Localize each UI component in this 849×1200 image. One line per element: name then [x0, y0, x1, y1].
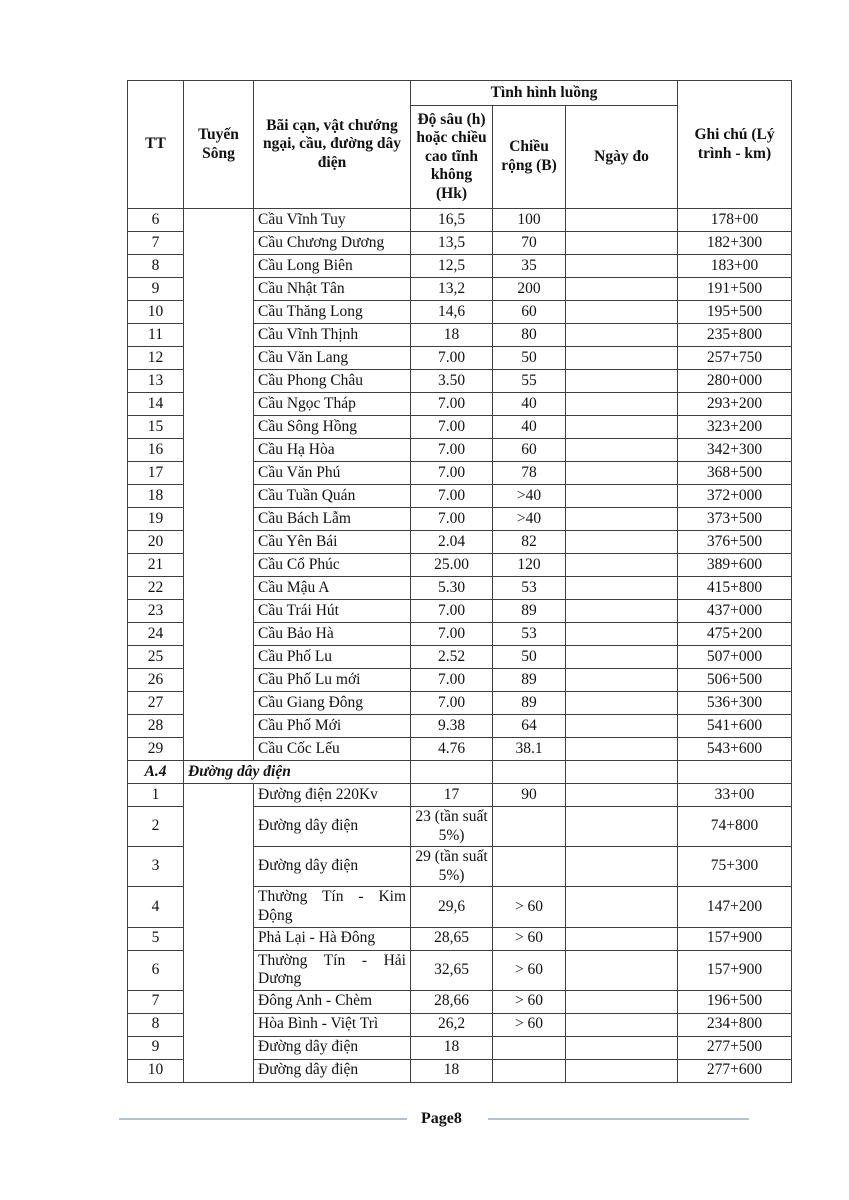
width-cell: > 60	[493, 950, 566, 990]
width-cell: > 60	[493, 887, 566, 927]
date-cell	[566, 531, 678, 554]
date-cell	[566, 715, 678, 738]
depth-cell: 5.30	[411, 577, 493, 600]
section-number-cell: A.4	[128, 761, 184, 784]
width-cell: 60	[493, 301, 566, 324]
note-cell: 147+200	[678, 887, 792, 927]
header-tuyen-song: Tuyến Sông	[184, 81, 254, 209]
row-number-cell: 18	[128, 485, 184, 508]
obstacle-name-cell: Cầu Yên Bái	[254, 531, 411, 554]
note-cell: 293+200	[678, 393, 792, 416]
note-cell: 157+900	[678, 927, 792, 950]
width-cell: 64	[493, 715, 566, 738]
width-cell: 78	[493, 462, 566, 485]
note-cell: 178+00	[678, 209, 792, 232]
tuyen-song-merged-cell	[184, 209, 254, 761]
depth-cell	[411, 761, 493, 784]
row-number-cell: 29	[128, 738, 184, 761]
note-cell: 191+500	[678, 278, 792, 301]
row-number-cell: 27	[128, 692, 184, 715]
row-number-cell: 15	[128, 416, 184, 439]
row-number-cell: 3	[128, 847, 184, 887]
obstacle-name-cell: Đường dây điện	[254, 1059, 411, 1082]
row-number-cell: 25	[128, 646, 184, 669]
obstacle-name-cell: Cầu Ngọc Tháp	[254, 393, 411, 416]
width-cell: 50	[493, 347, 566, 370]
depth-cell: 7.00	[411, 600, 493, 623]
row-number-cell: 12	[128, 347, 184, 370]
row-number-cell: 26	[128, 669, 184, 692]
date-cell	[566, 807, 678, 847]
date-cell	[566, 784, 678, 807]
note-cell: 183+00	[678, 255, 792, 278]
date-cell	[566, 927, 678, 950]
depth-cell: 23 (tần suất 5%)	[411, 807, 493, 847]
width-cell: 53	[493, 623, 566, 646]
row-number-cell: 2	[128, 807, 184, 847]
obstacle-name-cell: Cầu Sông Hồng	[254, 416, 411, 439]
row-number-cell: 24	[128, 623, 184, 646]
note-cell: 507+000	[678, 646, 792, 669]
depth-cell: 29 (tần suất 5%)	[411, 847, 493, 887]
note-cell: 389+600	[678, 554, 792, 577]
obstacle-name-cell: Đông Anh - Chèm	[254, 990, 411, 1013]
date-cell	[566, 1036, 678, 1059]
footer-rule-left	[119, 1118, 407, 1120]
depth-cell: 32,65	[411, 950, 493, 990]
row-number-cell: 10	[128, 1059, 184, 1082]
note-cell: 75+300	[678, 847, 792, 887]
width-cell: 50	[493, 646, 566, 669]
date-cell	[566, 950, 678, 990]
note-cell: 541+600	[678, 715, 792, 738]
row-number-cell: 22	[128, 577, 184, 600]
tuyen-song-merged-cell	[184, 784, 254, 1083]
header-chieu-rong: Chiều rộng (B)	[493, 106, 566, 209]
depth-cell: 28,65	[411, 927, 493, 950]
width-cell: 55	[493, 370, 566, 393]
obstacle-name-cell: Cầu Bảo Hà	[254, 623, 411, 646]
depth-cell: 18	[411, 324, 493, 347]
depth-cell: 2.52	[411, 646, 493, 669]
date-cell	[566, 347, 678, 370]
row-number-cell: 17	[128, 462, 184, 485]
table-body	[128, 209, 792, 1083]
width-cell	[493, 807, 566, 847]
obstacle-name-cell: Cầu Cổ Phúc	[254, 554, 411, 577]
date-cell	[566, 278, 678, 301]
date-cell	[566, 738, 678, 761]
width-cell: 35	[493, 255, 566, 278]
obstacle-name-cell: Cầu Văn Phú	[254, 462, 411, 485]
obstacle-name-cell: Cầu Mậu A	[254, 577, 411, 600]
date-cell	[566, 485, 678, 508]
row-number-cell: 4	[128, 887, 184, 927]
header-tinh-hinh-luong: Tình hình luồng	[411, 81, 678, 106]
obstacle-name-cell: Cầu Phố Mới	[254, 715, 411, 738]
page-number-label: Page8	[421, 1110, 462, 1127]
depth-cell: 25.00	[411, 554, 493, 577]
note-cell: 323+200	[678, 416, 792, 439]
date-cell	[566, 1059, 678, 1082]
date-cell	[566, 761, 678, 784]
row-number-cell: 16	[128, 439, 184, 462]
obstacle-name-cell: Đường dây điện	[254, 847, 411, 887]
depth-cell: 7.00	[411, 462, 493, 485]
width-cell: 82	[493, 531, 566, 554]
date-cell	[566, 324, 678, 347]
width-cell: 100	[493, 209, 566, 232]
note-cell: 277+600	[678, 1059, 792, 1082]
width-cell: >40	[493, 485, 566, 508]
row-number-cell: 6	[128, 950, 184, 990]
header-row-top	[128, 81, 792, 106]
date-cell	[566, 887, 678, 927]
depth-cell: 7.00	[411, 669, 493, 692]
width-cell	[493, 1059, 566, 1082]
note-cell: 182+300	[678, 232, 792, 255]
width-cell: 70	[493, 232, 566, 255]
row-number-cell: 23	[128, 600, 184, 623]
width-cell: 40	[493, 416, 566, 439]
width-cell: > 60	[493, 990, 566, 1013]
date-cell	[566, 623, 678, 646]
width-cell: 89	[493, 669, 566, 692]
date-cell	[566, 508, 678, 531]
obstacle-name-cell: Cầu Văn Lang	[254, 347, 411, 370]
obstacle-name-cell: Cầu Tuần Quán	[254, 485, 411, 508]
note-cell	[678, 761, 792, 784]
obstacle-name-cell: Cầu Long Biên	[254, 255, 411, 278]
footer-rule-right	[488, 1118, 749, 1120]
obstacle-name-cell: Cầu Phố Lu	[254, 646, 411, 669]
obstacle-name-cell: Cầu Chương Dương	[254, 232, 411, 255]
header-ghi-chu: Ghi chú (Lý trình - km)	[678, 81, 792, 209]
header-bai-can: Bãi cạn, vật chướng ngại, cầu, đường dây điện	[254, 81, 411, 209]
depth-cell: 7.00	[411, 692, 493, 715]
depth-cell: 7.00	[411, 393, 493, 416]
obstacle-name-cell: Thường Tín - Kim Động	[254, 887, 411, 927]
row-number-cell: 13	[128, 370, 184, 393]
width-cell: 60	[493, 439, 566, 462]
width-cell: 200	[493, 278, 566, 301]
depth-cell: 13,5	[411, 232, 493, 255]
date-cell	[566, 232, 678, 255]
channel-obstacles-table	[127, 80, 792, 1083]
page-footer	[119, 1108, 749, 1130]
obstacle-name-cell: Cầu Vĩnh Thịnh	[254, 324, 411, 347]
note-cell: 280+000	[678, 370, 792, 393]
row-number-cell: 5	[128, 927, 184, 950]
date-cell	[566, 439, 678, 462]
table-header	[128, 81, 792, 209]
depth-cell: 4.76	[411, 738, 493, 761]
width-cell: 40	[493, 393, 566, 416]
date-cell	[566, 990, 678, 1013]
note-cell: 234+800	[678, 1013, 792, 1036]
width-cell	[493, 761, 566, 784]
date-cell	[566, 847, 678, 887]
depth-cell: 12,5	[411, 255, 493, 278]
width-cell: 90	[493, 784, 566, 807]
width-cell: 89	[493, 692, 566, 715]
table-row	[128, 784, 792, 807]
depth-cell: 14,6	[411, 301, 493, 324]
note-cell: 257+750	[678, 347, 792, 370]
depth-cell: 7.00	[411, 623, 493, 646]
note-cell: 368+500	[678, 462, 792, 485]
depth-cell: 17	[411, 784, 493, 807]
date-cell	[566, 1013, 678, 1036]
note-cell: 33+00	[678, 784, 792, 807]
obstacle-name-cell: Cầu Bách Lẫm	[254, 508, 411, 531]
width-cell	[493, 1036, 566, 1059]
date-cell	[566, 646, 678, 669]
depth-cell: 26,2	[411, 1013, 493, 1036]
header-tt: TT	[128, 81, 184, 209]
width-cell: 53	[493, 577, 566, 600]
depth-cell: 2.04	[411, 531, 493, 554]
obstacle-name-cell: Đường điện 220Kv	[254, 784, 411, 807]
date-cell	[566, 462, 678, 485]
depth-cell: 7.00	[411, 508, 493, 531]
obstacle-name-cell: Cầu Phố Lu mới	[254, 669, 411, 692]
row-number-cell: 19	[128, 508, 184, 531]
obstacle-name-cell: Hòa Bình - Việt Trì	[254, 1013, 411, 1036]
header-do-sau: Độ sâu (h) hoặc chiều cao tĩnh không (Hk)	[411, 106, 493, 209]
obstacle-name-cell: Đường dây điện	[254, 807, 411, 847]
depth-cell: 13,2	[411, 278, 493, 301]
row-number-cell: 14	[128, 393, 184, 416]
table-row	[128, 209, 792, 232]
note-cell: 196+500	[678, 990, 792, 1013]
date-cell	[566, 669, 678, 692]
date-cell	[566, 393, 678, 416]
obstacle-name-cell: Cầu Nhật Tân	[254, 278, 411, 301]
section-label-cell: Đường dây điện	[184, 761, 411, 784]
depth-cell: 7.00	[411, 416, 493, 439]
row-number-cell: 20	[128, 531, 184, 554]
note-cell: 536+300	[678, 692, 792, 715]
depth-cell: 7.00	[411, 347, 493, 370]
obstacle-name-cell: Cầu Vĩnh Tuy	[254, 209, 411, 232]
depth-cell: 16,5	[411, 209, 493, 232]
note-cell: 475+200	[678, 623, 792, 646]
date-cell	[566, 577, 678, 600]
note-cell: 342+300	[678, 439, 792, 462]
date-cell	[566, 255, 678, 278]
obstacle-name-cell: Cầu Thăng Long	[254, 301, 411, 324]
date-cell	[566, 554, 678, 577]
width-cell: > 60	[493, 927, 566, 950]
depth-cell: 29,6	[411, 887, 493, 927]
row-number-cell: 8	[128, 1013, 184, 1036]
row-number-cell: 7	[128, 990, 184, 1013]
row-number-cell: 21	[128, 554, 184, 577]
depth-cell: 18	[411, 1059, 493, 1082]
depth-cell: 18	[411, 1036, 493, 1059]
date-cell	[566, 416, 678, 439]
header-ngay-do: Ngày đo	[566, 106, 678, 209]
width-cell: 120	[493, 554, 566, 577]
obstacle-name-cell: Cầu Hạ Hòa	[254, 439, 411, 462]
obstacle-name-cell: Phả Lại - Hà Đông	[254, 927, 411, 950]
note-cell: 157+900	[678, 950, 792, 990]
note-cell: 235+800	[678, 324, 792, 347]
note-cell: 373+500	[678, 508, 792, 531]
width-cell: > 60	[493, 1013, 566, 1036]
note-cell: 415+800	[678, 577, 792, 600]
note-cell: 277+500	[678, 1036, 792, 1059]
date-cell	[566, 692, 678, 715]
width-cell	[493, 847, 566, 887]
note-cell: 376+500	[678, 531, 792, 554]
depth-cell: 28,66	[411, 990, 493, 1013]
date-cell	[566, 209, 678, 232]
date-cell	[566, 370, 678, 393]
note-cell: 437+000	[678, 600, 792, 623]
date-cell	[566, 301, 678, 324]
row-number-cell: 1	[128, 784, 184, 807]
row-number-cell: 9	[128, 278, 184, 301]
width-cell: 89	[493, 600, 566, 623]
row-number-cell: 9	[128, 1036, 184, 1059]
row-number-cell: 6	[128, 209, 184, 232]
obstacle-name-cell: Cầu Phong Châu	[254, 370, 411, 393]
date-cell	[566, 600, 678, 623]
depth-cell: 3.50	[411, 370, 493, 393]
row-number-cell: 28	[128, 715, 184, 738]
row-number-cell: 7	[128, 232, 184, 255]
row-number-cell: 11	[128, 324, 184, 347]
width-cell: 80	[493, 324, 566, 347]
depth-cell: 7.00	[411, 485, 493, 508]
row-number-cell: 10	[128, 301, 184, 324]
note-cell: 543+600	[678, 738, 792, 761]
width-cell: >40	[493, 508, 566, 531]
obstacle-name-cell: Thường Tín - Hải Dương	[254, 950, 411, 990]
obstacle-name-cell: Đường dây điện	[254, 1036, 411, 1059]
depth-cell: 7.00	[411, 439, 493, 462]
section-row	[128, 761, 792, 784]
obstacle-name-cell: Cầu Cốc Lếu	[254, 738, 411, 761]
note-cell: 372+000	[678, 485, 792, 508]
width-cell: 38.1	[493, 738, 566, 761]
note-cell: 506+500	[678, 669, 792, 692]
obstacle-name-cell: Cầu Trái Hút	[254, 600, 411, 623]
obstacle-name-cell: Cầu Giang Đông	[254, 692, 411, 715]
row-number-cell: 8	[128, 255, 184, 278]
depth-cell: 9.38	[411, 715, 493, 738]
note-cell: 74+800	[678, 807, 792, 847]
note-cell: 195+500	[678, 301, 792, 324]
